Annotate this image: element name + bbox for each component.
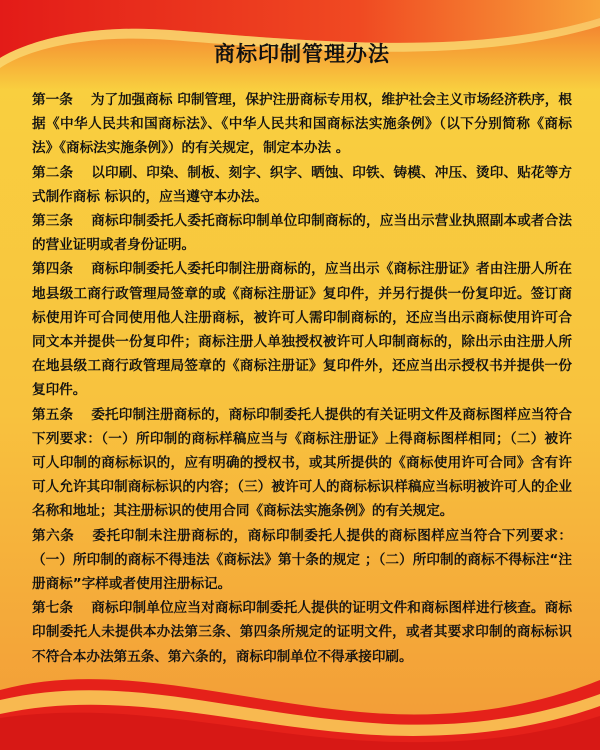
document-body bbox=[32, 32, 572, 669]
article-text: 委托印制注册商标的，商标印制委托人提供的有关证明文件及商标图样应当符合下列要求：（一）所印制的商标样稿应当与《商标注册证》上得商标图样相同；（二）被许可人印制的商标标识的，应有明确的授权书，或其所提供的《商标使用许可合同》含有许可人允许其印制商标标识的内容；（三）被许可人的商标标识样稿应当标明被许可人的企业名称和地址；其注册标识的使用合同《商标法实施条例》的有关规定。 bbox=[32, 406, 573, 520]
article-text: 委托印制未注册商标的，商标印制委托人提供的商标图样应当符合下列要求：（一）所印制的商标不得违法《商标法》第十条的规定 ；（二）所印制的商标不得标注“注册商标”字样或者使用注册标记。 bbox=[32, 527, 573, 593]
article-text: 商标印制单位应当对商标印制委托人提供的证明文件和商标图样进行核查。商标印制委托人未提供本办法第三条、第四条所规定的证明文件，或者其要求印制的商标标识不符合本办法第五条、第六条的，商标印制单位不得承接印刷。 bbox=[32, 600, 573, 665]
article-label: 第一条 bbox=[32, 92, 73, 108]
article-text: 以印刷、印染、制板、刻字、织字、晒蚀、印铁、铸模、冲压、烫印、贴花等方式制作商标 标识的，应当遵守本办法。 bbox=[32, 164, 573, 205]
article-label: 第五条 bbox=[32, 406, 74, 423]
article-5 bbox=[32, 403, 572, 524]
page-title: 商标印制管理办法 bbox=[214, 42, 390, 66]
article-label: 第二条 bbox=[32, 164, 74, 181]
article-text: 商标印制委托人委托商标印制单位印制商标的，应当出示营业执照副本或者合法的营业证明或者身份证明。 bbox=[32, 213, 573, 254]
article-7 bbox=[32, 596, 572, 669]
article-4 bbox=[32, 257, 572, 402]
article-label: 第七条 bbox=[32, 600, 74, 617]
article-label: 第四条 bbox=[32, 261, 74, 278]
article-text: 为了加强商标 印制管理，保护注册商标专用权，维护社会主义市场经济秩序，根据《中华人民共和国商标法》、《中华人民共和国商标法实施条例》（以下分别简称《商标法》《商标法实施条例》）的有关规定，制定本办法 。 bbox=[32, 92, 573, 157]
article-label: 第三条 bbox=[32, 213, 74, 230]
article-3 bbox=[32, 209, 572, 257]
article-1 bbox=[32, 88, 572, 161]
article-label: 第六条 bbox=[32, 527, 75, 544]
article-2 bbox=[32, 161, 572, 209]
article-text: 商标印制委托人委托印制注册商标的，应当出示《商标注册证》者由注册人所在地县级工商行政管理局签章的或《商标注册证》复印件，并另行提供一份复印近。签订商标使用许可合同使用他人注册商标，被许可人需印制商标的，还应当出示商标使用许可合同文本并提供一份复印件；商标注册人单独授权被许可人印制商标的，除出示由注册人所在地县级工商行政管理局签章的《商标注册证》复印件外，还应当出示授权书并提供一份复印件。 bbox=[32, 261, 573, 399]
article-6 bbox=[32, 524, 572, 597]
